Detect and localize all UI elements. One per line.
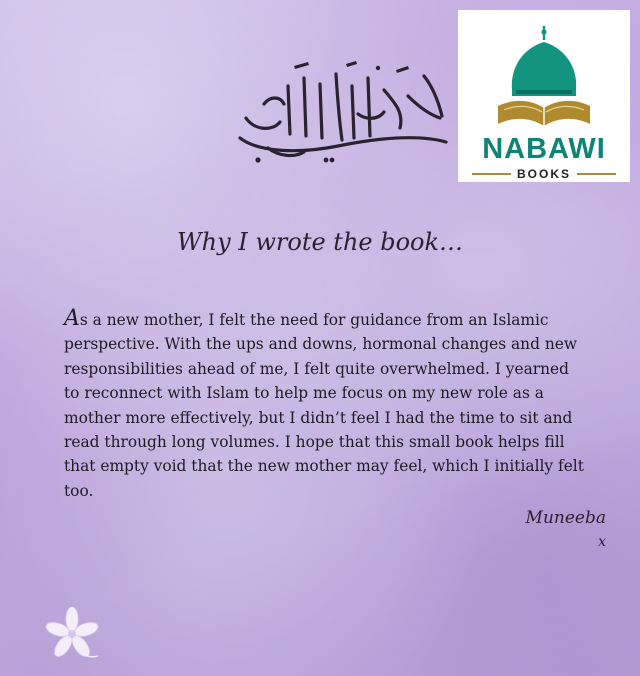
logo-title: NABAWI [482, 133, 606, 165]
dome-book-icon [494, 24, 594, 134]
drop-cap: A [64, 306, 80, 331]
flower-icon [44, 606, 100, 662]
logo-rule-left [472, 173, 511, 175]
logo-rule-right [577, 173, 616, 175]
author-signature: Muneeba [525, 508, 606, 528]
page-heading: Why I wrote the book… [176, 228, 464, 256]
logo-subtitle-row [472, 166, 616, 182]
publisher-logo [458, 10, 630, 182]
logo-subtitle: BOOKS [517, 167, 572, 181]
basmala-calligraphy [228, 56, 458, 166]
body-text: s a new mother, I felt the need for guidance from an Islamic perspective. With the ups and downs, hormonal changes and new responsibilities ahead of me, I felt quite overwhelmed. I yearned to reconnect with Islam to help me focus on my new role as a mother more effectively, but I didn’t feel I had the time to sit and read through long volumes. I hope that this small book helps fill that empty void that the new mother may feel, which I initially felt too. [64, 311, 584, 500]
body-paragraph [64, 308, 584, 503]
signoff-mark: x [598, 534, 606, 550]
